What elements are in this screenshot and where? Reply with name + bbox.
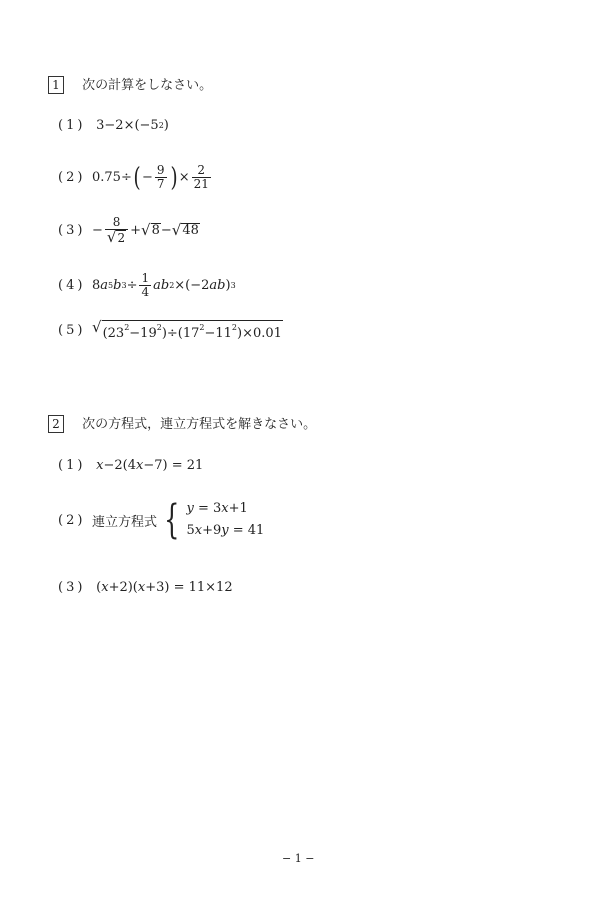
problem-1-2	[58, 164, 213, 191]
page-number: − 1 −	[282, 852, 315, 865]
section-2-heading	[48, 413, 316, 433]
problem-label: (5)	[58, 323, 86, 338]
section-number-box: 2	[48, 415, 64, 433]
math-expression: 3−2×(−5 2 )	[96, 118, 169, 133]
math-expression: (3) − 8 √ 2 + √ 8 − √ 48	[58, 215, 199, 246]
problem-label: (1)	[58, 118, 86, 133]
problem-2-3	[58, 580, 233, 595]
math-expression: ( x +2)( x +3) = 11×12	[96, 580, 233, 595]
problem-label: (2)	[58, 170, 86, 185]
section-1-heading	[48, 74, 212, 94]
math-expression: (2) 0.75÷ ( − $\frac{9}{7}$ ) × $\frac{2}{21}$	[58, 162, 209, 193]
problem-1-1	[58, 118, 169, 133]
problem-1-4	[58, 272, 236, 299]
system-prefix: 連立方程式	[92, 514, 158, 530]
section-title: 次の方程式，連立方程式を解きなさい。	[82, 417, 317, 432]
math-expression: (5) √ $(23^2-19^2)\div(17^2-11^2)\times 0.01$	[58, 318, 282, 341]
problem-2-1	[58, 458, 203, 473]
section-title: 次の計算をしなさい。	[82, 78, 213, 93]
problem-label: (2)	[58, 512, 86, 528]
problem-1-5	[58, 320, 283, 341]
math-expression: (2) 連立方程式 { y = 3x+1 5x+9y = 41	[58, 497, 265, 543]
math-expression: (4) 8 a 5 b 3 ÷ $\frac{1}{4}$ ab 2 ×(−2 ab ) 3	[58, 271, 236, 299]
problem-label: (3)	[58, 580, 86, 595]
problem-label: (3)	[58, 223, 86, 238]
problem-2-2	[58, 498, 264, 542]
math-expression: x −2(4 x −7) = 21	[96, 458, 204, 473]
problem-label: (4)	[58, 278, 86, 293]
problem-label: (1)	[58, 458, 86, 473]
problem-1-3	[58, 216, 200, 245]
section-number-box: 1	[48, 76, 64, 94]
